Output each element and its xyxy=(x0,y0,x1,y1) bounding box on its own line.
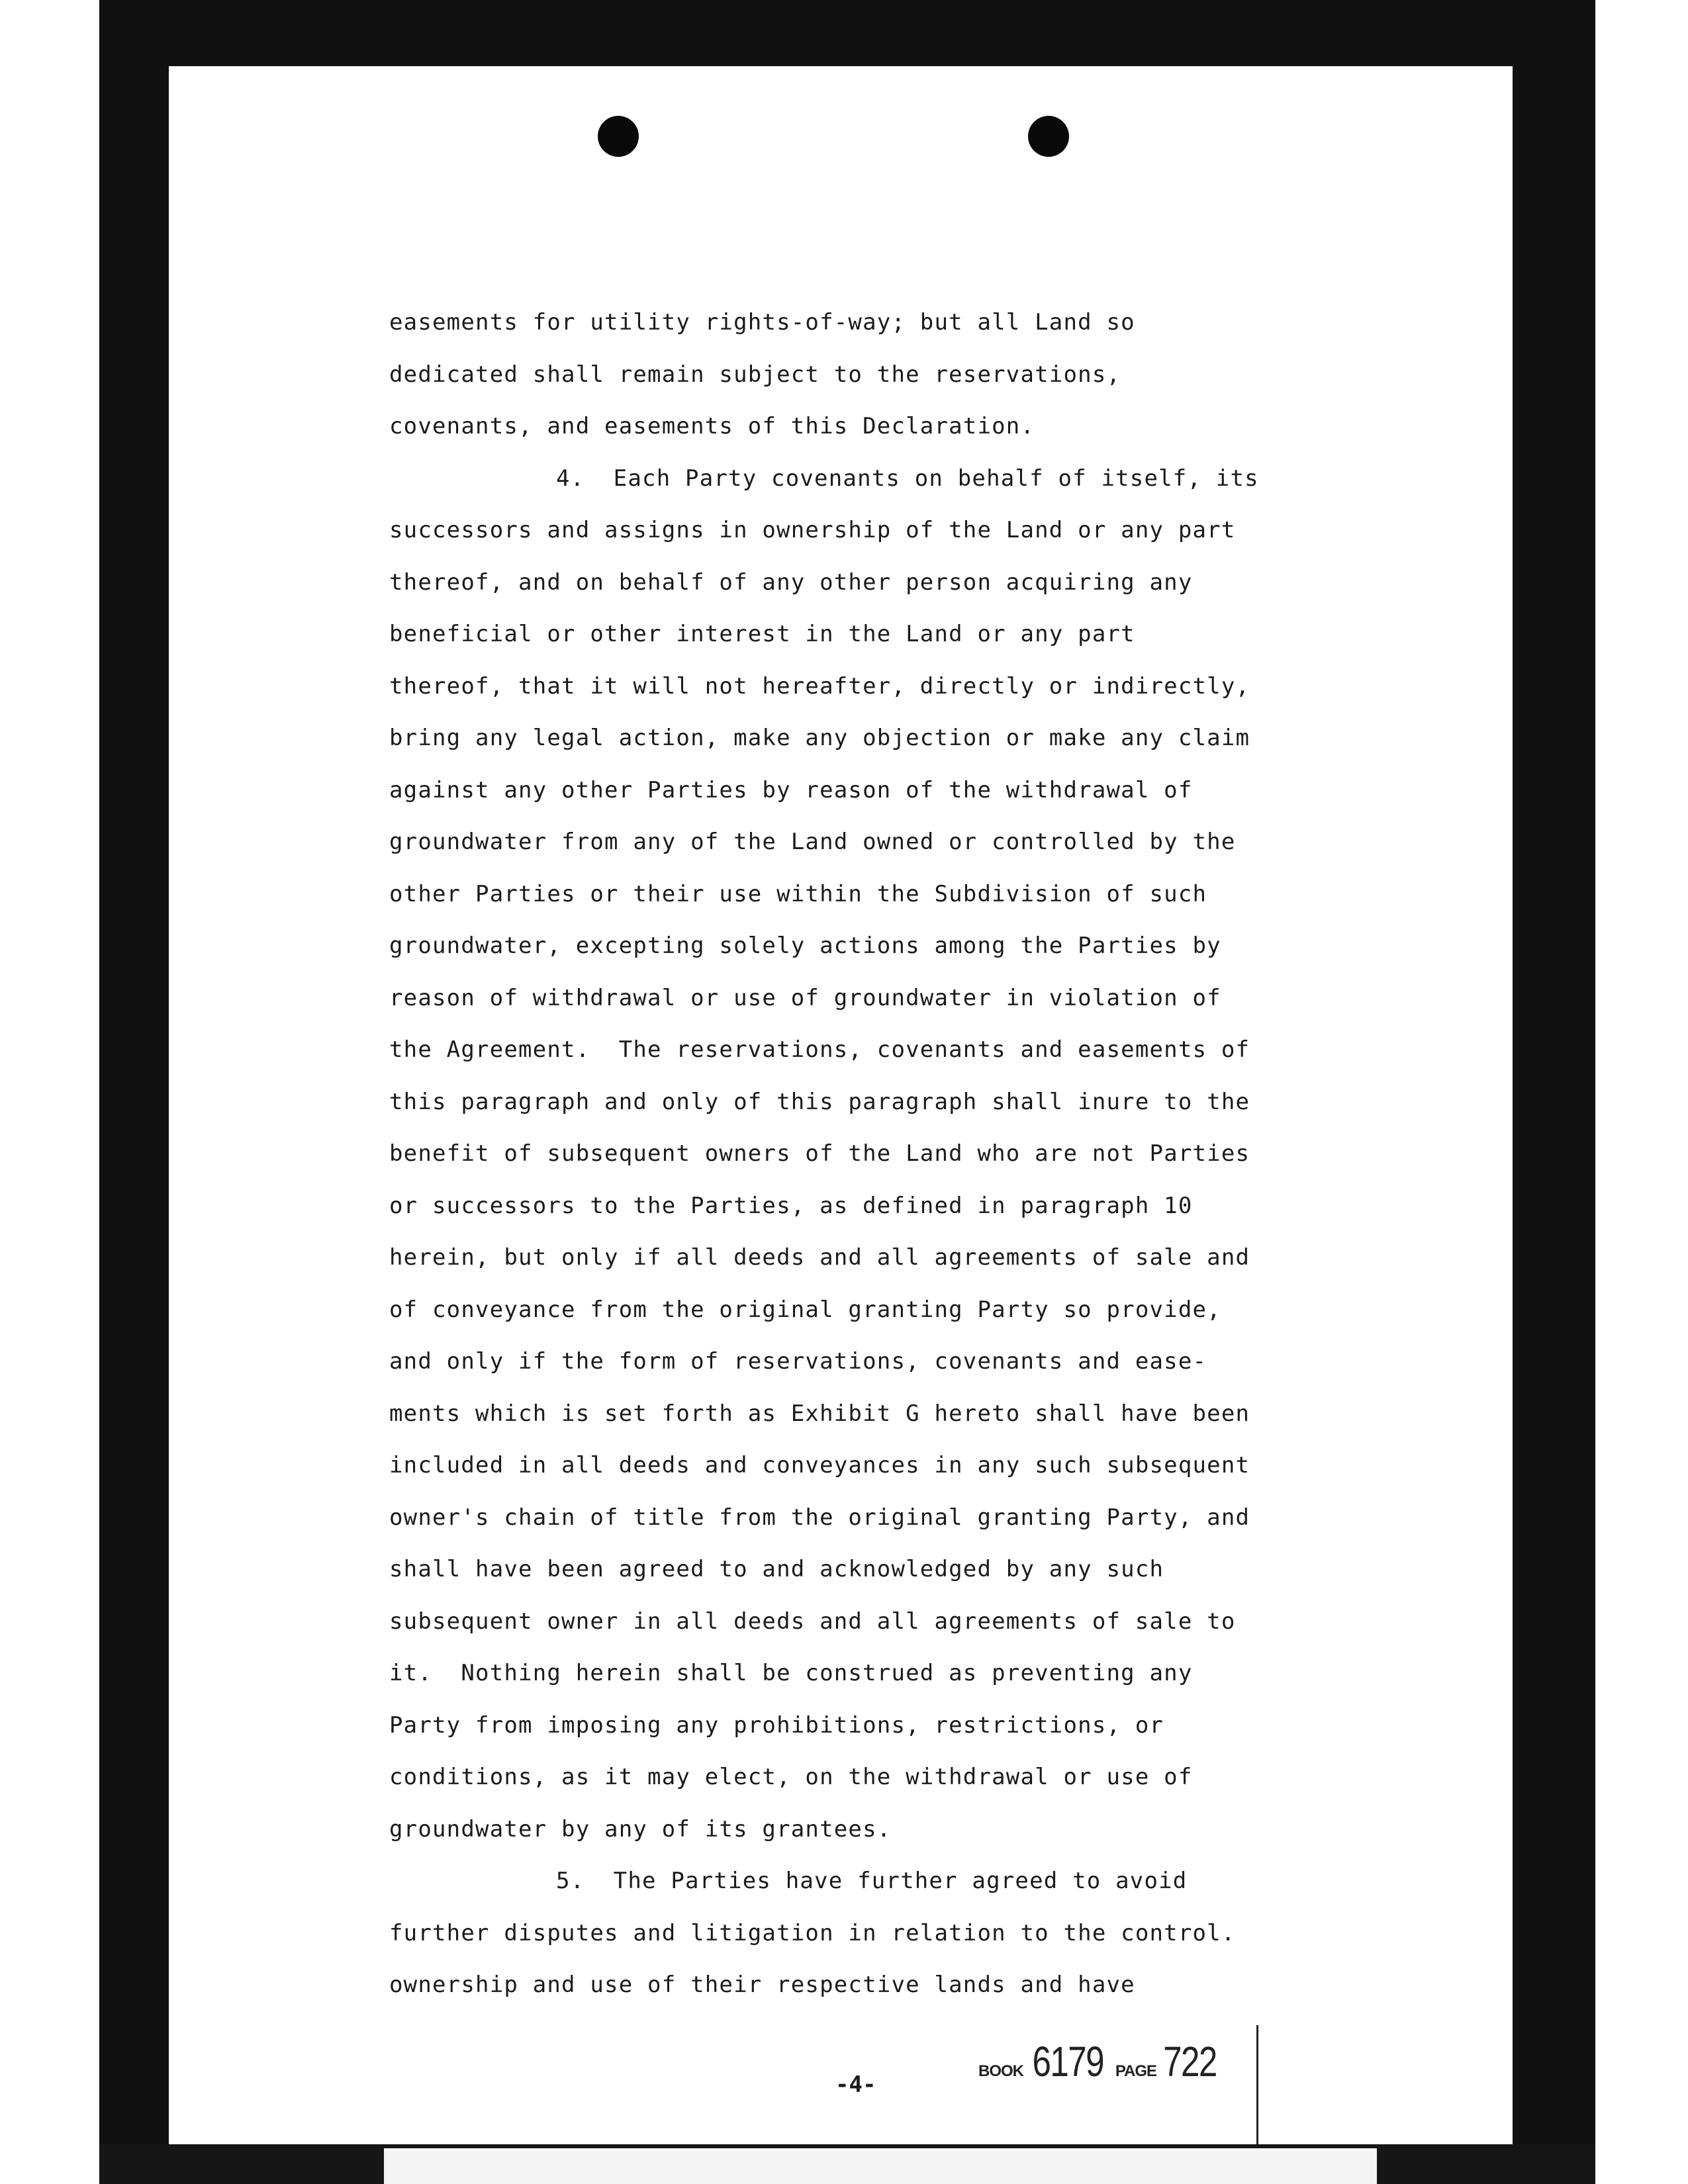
text-line: bring any legal action, make any objection or make any claim xyxy=(389,725,1250,751)
text-line: further disputes and litigation in relation to the control. xyxy=(389,1919,1236,1946)
text-line: Party from imposing any prohibitions, restrictions, or xyxy=(389,1711,1164,1739)
document-body xyxy=(389,296,1356,2011)
text-line: covenants, and easements of this Declaration. xyxy=(389,413,1035,439)
text-line: easements for utility rights-of-way; but all Land so xyxy=(389,309,1135,336)
text-line: other Parties or their use within the Subdivision of such xyxy=(389,880,1207,907)
stamp-rule xyxy=(1256,2025,1258,2144)
stamp-book-number: 6179 xyxy=(1032,2038,1103,2085)
text-line: ments which is set forth as Exhibit G hereto shall have been xyxy=(389,1400,1250,1427)
text-line: beneficial or other interest in the Land or any part xyxy=(389,621,1135,647)
recording-stamp xyxy=(978,2037,1223,2086)
text-line: owner's chain of title from the original granting Party, and xyxy=(389,1504,1250,1531)
stamp-page-label: PAGE xyxy=(1115,2062,1157,2080)
text-line: successors and assigns in ownership of the Land or any part xyxy=(389,517,1236,543)
text-line: of conveyance from the original granting Party so provide, xyxy=(389,1296,1221,1323)
paragraph-5-start: 5. The Parties have further agreed to avoid xyxy=(556,1868,1188,1894)
text-line: thereof, and on behalf of any other person acquiring any xyxy=(389,569,1193,596)
scan-border-top xyxy=(99,0,1595,66)
paragraph-4-start: 4. Each Party covenants on behalf of itself, its xyxy=(556,465,1259,492)
text-line: thereof, that it will not hereafter, directly or indirectly, xyxy=(389,672,1250,700)
page-number: -4- xyxy=(835,2071,876,2098)
text-line: dedicated shall remain subject to the reservations, xyxy=(389,361,1121,388)
text-line: conditions, as it may elect, on the withdrawal or use of xyxy=(389,1764,1193,1790)
text-line: benefit of subsequent owners of the Land who are not Parties xyxy=(389,1140,1250,1167)
stamp-book-label: BOOK xyxy=(978,2062,1023,2080)
text-line: or successors to the Parties, as defined in paragraph 10 xyxy=(389,1192,1193,1219)
text-line: herein, but only if all deeds and all agreements of sale and xyxy=(389,1244,1250,1271)
text-line: against any other Parties by reason of the withdrawal of xyxy=(389,776,1193,803)
text-line: it. Nothing herein shall be construed as preventing any xyxy=(389,1660,1193,1686)
scan-bottom-strip xyxy=(384,2148,1377,2184)
punch-hole-left xyxy=(598,116,639,157)
text-line: ownership and use of their respective lands and have xyxy=(389,1972,1135,1998)
scan-border-left xyxy=(99,0,172,2184)
text-line: and only if the form of reservations, covenants and ease- xyxy=(389,1348,1207,1375)
text-line: subsequent owner in all deeds and all agreements of sale to xyxy=(389,1608,1236,1635)
text-line: included in all deeds and conveyances in any such subsequent xyxy=(389,1452,1250,1479)
stamp-page-number: 722 xyxy=(1163,2038,1217,2085)
text-line: groundwater from any of the Land owned or controlled by the xyxy=(389,829,1236,855)
text-line: groundwater by any of its grantees. xyxy=(389,1815,892,1843)
text-line: this paragraph and only of this paragraph shall inure to the xyxy=(389,1088,1250,1115)
text-line: reason of withdrawal or use of groundwater in violation of xyxy=(389,984,1221,1011)
scan-border-right xyxy=(1513,0,1595,2184)
text-line: groundwater, excepting solely actions among the Parties by xyxy=(389,933,1221,959)
text-line: the Agreement. The reservations, covenants and easements of xyxy=(389,1036,1250,1063)
text-line: shall have been agreed to and acknowledged by any such xyxy=(389,1556,1164,1582)
punch-hole-right xyxy=(1028,116,1069,157)
